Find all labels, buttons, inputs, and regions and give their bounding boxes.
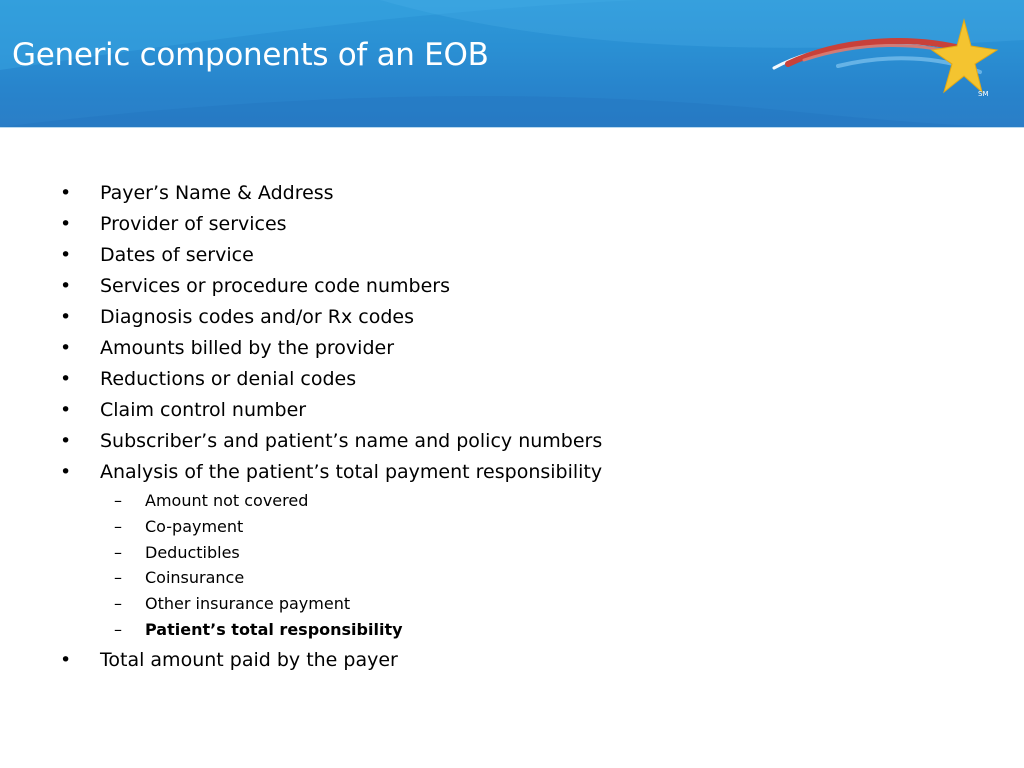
bullet-marker: •: [60, 275, 72, 297]
sub-bullet-text: Coinsurance: [145, 568, 245, 588]
dash-marker: –: [114, 568, 122, 588]
bullet-text: Claim control number: [100, 399, 307, 421]
slide-title: Generic components of an EOB: [12, 37, 489, 73]
sub-bullet-text: Other insurance payment: [145, 594, 351, 614]
bullet-marker: •: [60, 368, 72, 390]
sub-bullet-item: [0, 488, 924, 514]
bullet-item: [0, 178, 1024, 209]
dash-marker: –: [114, 491, 122, 510]
bullet-text: Diagnosis codes and/or Rx codes: [100, 306, 414, 328]
bullet-item: [0, 240, 1024, 271]
bullet-marker: •: [60, 399, 72, 421]
bullet-marker: •: [60, 337, 72, 359]
bullet-list: [0, 178, 1024, 676]
bullet-item: [0, 645, 1024, 676]
bullet-marker: •: [60, 182, 72, 204]
bullet-marker: •: [60, 306, 72, 328]
bullet-marker: •: [60, 461, 72, 483]
sub-bullet-text: Co-payment: [145, 516, 244, 536]
bullet-text: Reductions or denial codes: [100, 368, 357, 390]
bullet-text: Analysis of the patient’s total payment responsibility: [100, 461, 603, 483]
bullet-item: [0, 364, 1024, 395]
bullet-item: [0, 302, 1024, 333]
sub-bullet-item: [0, 565, 924, 591]
bullet-text: Subscriber’s and patient’s name and policy numbers: [100, 430, 603, 452]
dash-marker: –: [114, 619, 122, 639]
sub-bullet-text: Amount not covered: [145, 491, 309, 510]
sub-bullet-item: [0, 591, 924, 617]
dash-marker: –: [114, 594, 122, 614]
bullet-item: [0, 426, 1024, 457]
bullet-marker: •: [60, 244, 72, 266]
bullet-marker: •: [60, 648, 72, 671]
star-swoosh-logo-icon: [768, 14, 1000, 118]
bullet-item: [0, 333, 1024, 364]
sub-bullet-list: [0, 488, 924, 645]
dash-marker: –: [114, 542, 122, 562]
sub-bullet-item: [0, 514, 924, 540]
bullet-marker: •: [60, 430, 72, 452]
bullet-item: [0, 457, 1024, 645]
bullet-item: [0, 271, 1024, 302]
sub-bullet-item: [0, 617, 924, 643]
bullet-marker: •: [60, 213, 72, 235]
dash-marker: –: [114, 516, 122, 536]
bullet-text: Payer’s Name & Address: [100, 182, 334, 204]
service-mark-text: SM: [978, 90, 989, 98]
sub-bullet-text: Patient’s total responsibility: [145, 619, 403, 639]
bullet-text: Dates of service: [100, 244, 254, 266]
sub-bullet-text: Deductibles: [145, 542, 240, 562]
bullet-text: Provider of services: [100, 213, 287, 235]
sub-bullet-item: [0, 540, 924, 566]
slide-header: [0, 0, 1024, 128]
bullet-text: Amounts billed by the provider: [100, 337, 395, 359]
bullet-item: [0, 395, 1024, 426]
bullet-item: [0, 209, 1024, 240]
bullet-text: Total amount paid by the payer: [100, 648, 398, 671]
bullet-text: Services or procedure code numbers: [100, 275, 450, 297]
slide-body: [0, 178, 1024, 676]
